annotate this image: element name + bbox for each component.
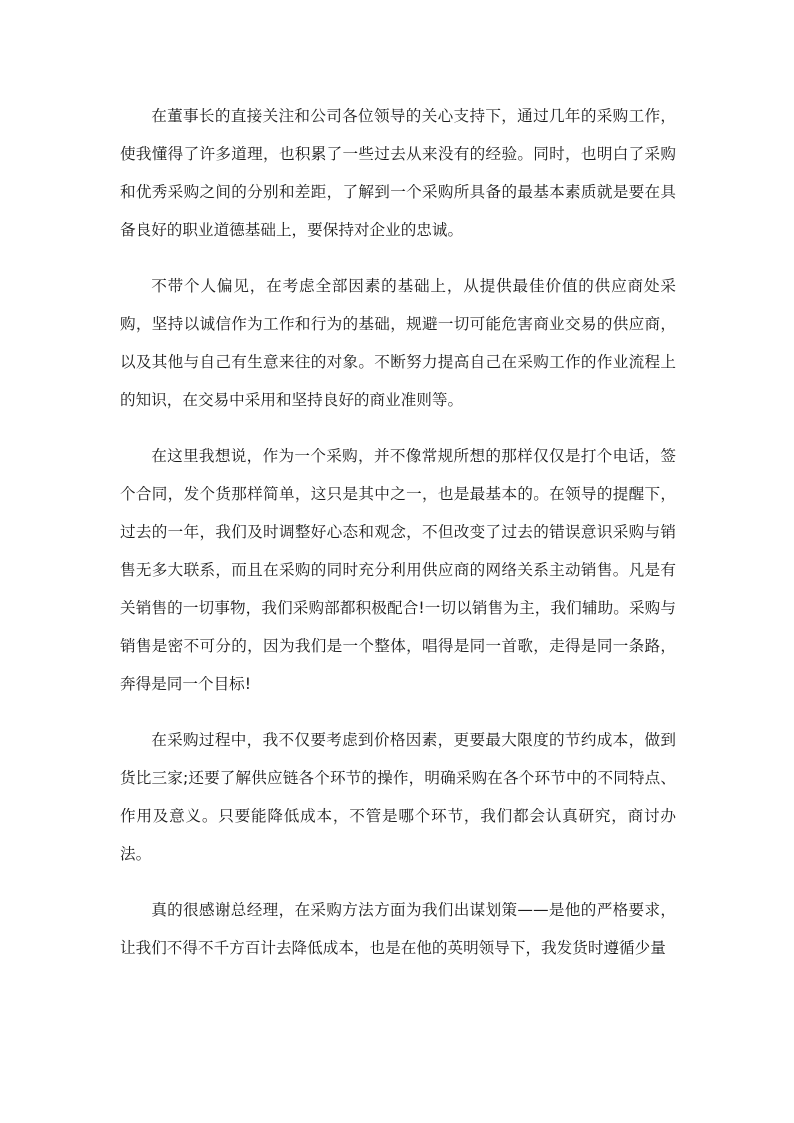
paragraph-5: 真的很感谢总经理，在采购方法方面为我们出谋划策——是他的严格要求，让我们不得不千方百计去降低成本，也是在他的英明领导下，我发货时遵循少量 bbox=[120, 901, 676, 957]
paragraph-2: 不带个人偏见，在考虑全部因素的基础上，从提供最佳价值的供应商处采购，坚持以诚信作为工作和行为的基础，规避一切可能危害商业交易的供应商，以及其他与自己有生意来往的对象。不断努力提高自己在采购工作的作业流程上的知识，在交易中采用和坚持良好的商业准则等。 bbox=[120, 277, 676, 409]
document-page bbox=[120, 97, 676, 985]
paragraph-4: 在采购过程中，我不仅要考虑到价格因素，更要最大限度的节约成本，做到货比三家;还要了解供应链各个环节的操作，明确采购在各个环节中的不同特点、作用及意义。只要能降低成本，不管是哪个环节，我们都会认真研究，商讨办法。 bbox=[120, 731, 676, 863]
paragraph-1: 在董事长的直接关注和公司各位领导的关心支持下，通过几年的采购工作，使我懂得了许多道理，也积累了一些过去从来没有的经验。同时，也明白了采购和优秀采购之间的分别和差距，了解到一个采购所具备的最基本素质就是要在具备良好的职业道德基础上，要保持对企业的忠诚。 bbox=[120, 107, 676, 239]
paragraph-3: 在这里我想说，作为一个采购，并不像常规所想的那样仅仅是打个电话，签个合同，发个货那样简单，这只是其中之一，也是最基本的。在领导的提醒下，过去的一年，我们及时调整好心态和观念，不但改变了过去的错误意识采购与销售无多大联系，而且在采购的同时充分利用供应商的网络关系主动销售。凡是有关销售的一切事物，我们采购部都积极配合!一切以销售为主，我们辅助。采购与销售是密不可分的，因为我们是一个整体，唱得是同一首歌，走得是同一条路，奔得是同一个目标! bbox=[120, 447, 676, 693]
